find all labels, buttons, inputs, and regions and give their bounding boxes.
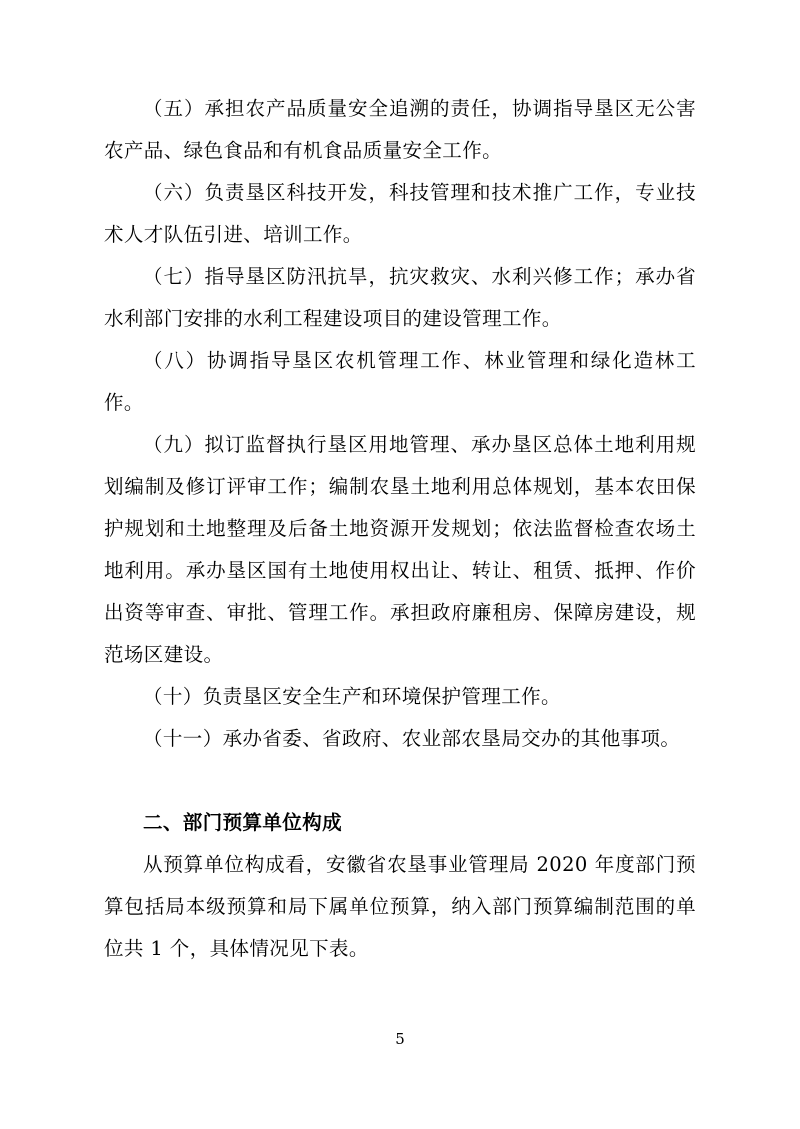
paragraph-item-8: （八）协调指导垦区农机管理工作、林业管理和绿化造林工作。: [104, 349, 696, 414]
document-body: [104, 88, 696, 970]
section-paragraph: 从预算单位构成看，安徽省农垦事业管理局 2020 年度部门预算包括局本级预算和局下属单位预算，纳入部门预算编制范围的单位共 1 个，具体情况见下表。: [104, 853, 696, 960]
section-heading: 二、部门预算单位构成: [143, 811, 343, 834]
paragraph-item-11: （十一）承办省委、省政府、农业部农垦局交办的其他事项。: [143, 727, 681, 750]
paragraph-item-6: （六）负责垦区科技开发，科技管理和技术推广工作，专业技术人才队伍引进、培训工作。: [104, 181, 696, 246]
paragraph-item-9: （九）拟订监督执行垦区用地管理、承办垦区总体土地利用规划编制及修订评审工作；编制农垦土地利用总体规划，基本农田保护规划和土地整理及后备土地资源开发规划；依法监督检查农场土地利用。承办垦区国有土地使用权出让、转让、租赁、抵押、作价出资等审查、审批、管理工作。承担政府廉租房、保障房建设，规范场区建设。: [104, 433, 696, 666]
paragraph-item-7: （七）指导垦区防汛抗旱，抗灾救灾、水利兴修工作；承办省水利部门安排的水利工程建设项目的建设管理工作。: [104, 265, 696, 330]
page-number: 5: [395, 1030, 405, 1048]
section-spacer: [104, 760, 696, 802]
paragraph-item-10: （十）负责垦区安全生产和环境保护管理工作。: [143, 685, 561, 708]
paragraph-item-5: （五）承担农产品质量安全追溯的责任，协调指导垦区无公害农产品、绿色食品和有机食品质量安全工作。: [104, 97, 696, 162]
